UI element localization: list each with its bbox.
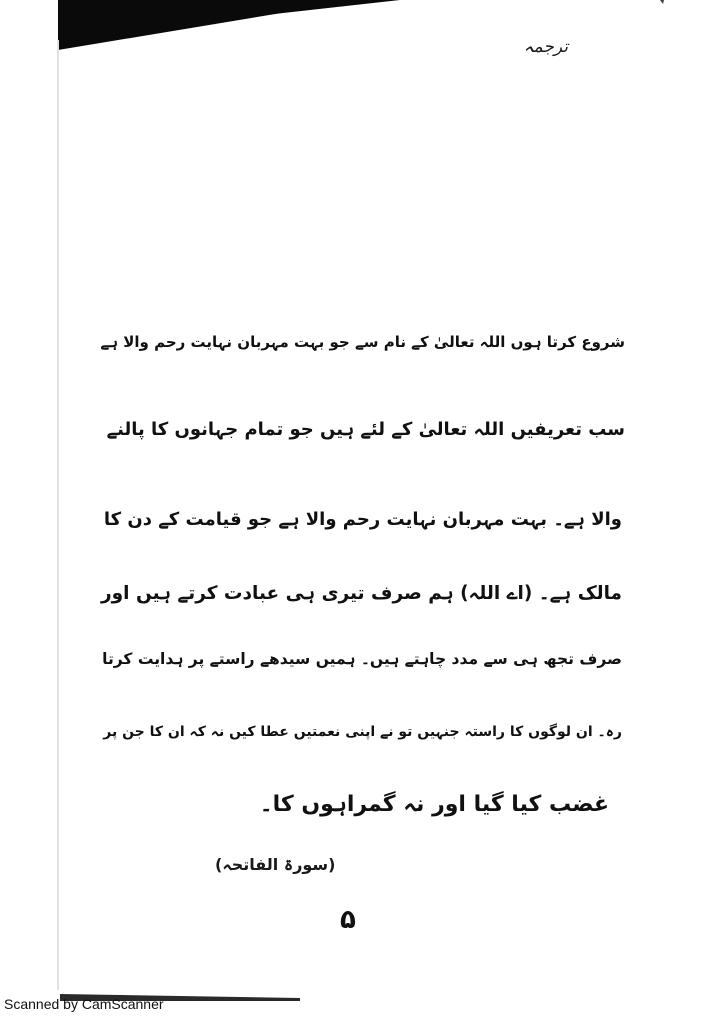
text-line: شروع کرتا ہوں اللہ تعالیٰ کے نام سے جو بہت مہربان نہایت رحم والا ہے (100, 333, 625, 351)
text-line: رہ۔ ان لوگوں کا راستہ جنہیں تو نے اپنی نعمتیں عطا کیں نہ کہ ان کا جن پر (103, 724, 622, 740)
scan-top-edge (0, 0, 723, 60)
text-line: مالک ہے۔ (اے اللہ) ہم صرف تیری ہی عبادت کرتے ہیں اور (101, 583, 622, 604)
page-number: ۵ (340, 905, 356, 935)
text-line: والا ہے۔ بہت مہربان نہایت رحم والا ہے جو قیامت کے دن کا (103, 509, 622, 530)
scanner-watermark: Scanned by CamScanner (4, 996, 164, 1012)
text-line: سب تعریفیں اللہ تعالیٰ کے لئے ہیں جو تمام جہانوں کا پالنے (106, 419, 625, 440)
text-line: غضب کیا گیا اور نہ گمراہوں کا۔ (259, 792, 609, 817)
surah-source-label: (سورۃ الفاتحہ) (215, 855, 336, 874)
text-line: صرف تجھ ہی سے مدد چاہتے ہیں۔ ہمیں سیدھے راستے پر ہدایت کرتا (102, 650, 622, 668)
page-heading: ترجمہ (523, 37, 568, 57)
scan-left-edge (57, 40, 59, 990)
